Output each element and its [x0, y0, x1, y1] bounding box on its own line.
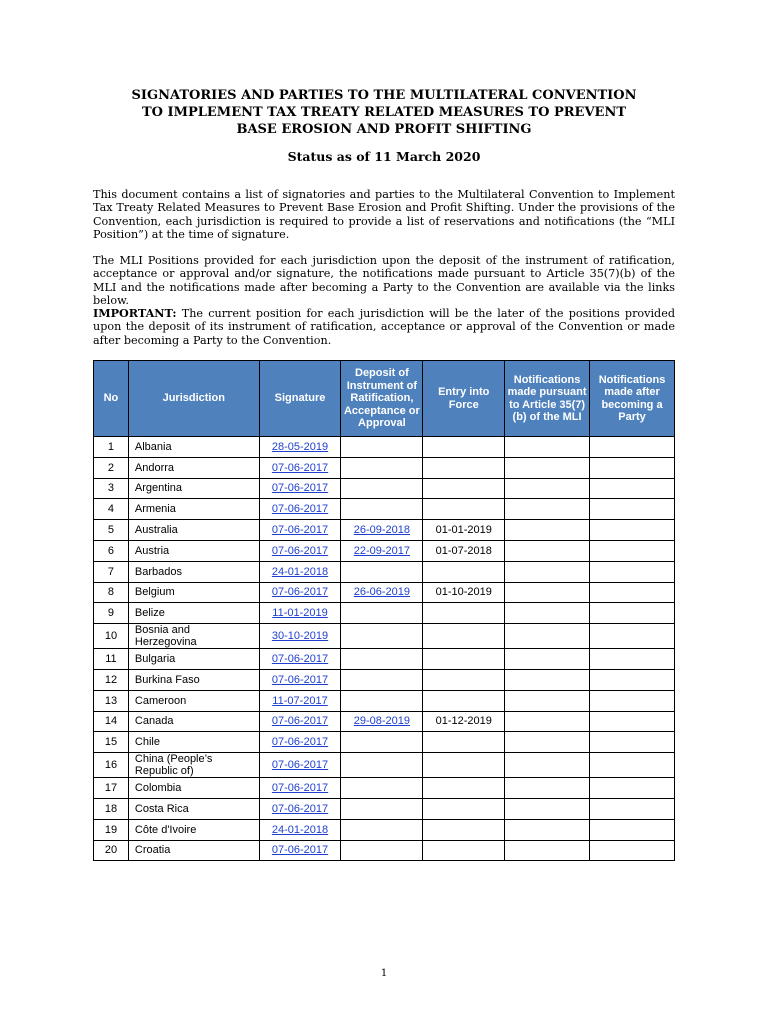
entry-into-force-cell	[423, 478, 505, 499]
deposit-cell	[341, 499, 423, 520]
title-line-1: SIGNATORIES AND PARTIES TO THE MULTILATERAL CONVENTION	[131, 88, 637, 103]
notification-35-7-b-cell	[505, 624, 590, 649]
row-number: 4	[94, 499, 129, 520]
signature-cell-link[interactable]: 07-06-2017	[271, 524, 329, 537]
notification-35-7-b-cell	[505, 520, 590, 541]
deposit-cell	[341, 690, 423, 711]
jurisdiction-cell: Cameroon	[128, 690, 259, 711]
deposit-cell	[341, 624, 423, 649]
entry-into-force-cell	[423, 778, 505, 799]
entry-into-force-cell	[423, 561, 505, 582]
signature-cell	[259, 499, 341, 520]
deposit-cell-link[interactable]: 29-08-2019	[353, 715, 411, 728]
deposit-cell	[341, 582, 423, 603]
signature-cell	[259, 540, 341, 561]
signature-cell	[259, 690, 341, 711]
deposit-cell	[341, 798, 423, 819]
entry-into-force-cell	[423, 437, 505, 458]
row-number: 13	[94, 690, 129, 711]
deposit-cell	[341, 520, 423, 541]
header-entry-into-force: Entry into Force	[423, 361, 505, 437]
notification-35-7-b-cell	[505, 561, 590, 582]
signature-cell	[259, 603, 341, 624]
row-number: 19	[94, 819, 129, 840]
deposit-cell	[341, 732, 423, 753]
mli-positions-paragraph: The MLI Positions provided for each jurisdiction upon the deposit of the instrument of ratification, acceptance or approval and/or signature, the notifications made pursuant to Article 35(7)(b) of the MLI and the notifications made after becoming a Party to the Convention are available via the links below.	[93, 254, 675, 308]
signature-cell	[259, 561, 341, 582]
signature-cell-link[interactable]: 07-06-2017	[271, 736, 329, 749]
table-row	[94, 437, 675, 458]
title-line-3: BASE EROSION AND PROFIT SHIFTING	[236, 122, 532, 137]
deposit-cell	[341, 669, 423, 690]
document-title	[0, 87, 768, 138]
jurisdiction-cell: Belgium	[128, 582, 259, 603]
header-signature: Signature	[259, 361, 341, 437]
row-number: 15	[94, 732, 129, 753]
notification-after-party-cell	[590, 778, 675, 799]
row-number: 8	[94, 582, 129, 603]
signature-cell	[259, 840, 341, 861]
signature-cell-link[interactable]: 07-06-2017	[271, 802, 329, 815]
deposit-cell	[341, 603, 423, 624]
notification-35-7-b-cell	[505, 582, 590, 603]
entry-into-force-cell	[423, 603, 505, 624]
signature-cell-link[interactable]: 24-01-2018	[271, 565, 329, 578]
table-row	[94, 819, 675, 840]
table-row	[94, 499, 675, 520]
notification-after-party-cell	[590, 540, 675, 561]
deposit-cell	[341, 840, 423, 861]
notification-after-party-cell	[590, 732, 675, 753]
notification-after-party-cell	[590, 603, 675, 624]
signature-cell	[259, 711, 341, 732]
notification-35-7-b-cell	[505, 778, 590, 799]
notification-after-party-cell	[590, 561, 675, 582]
table-body	[94, 437, 675, 861]
signature-cell	[259, 582, 341, 603]
notification-35-7-b-cell	[505, 649, 590, 670]
entry-into-force-cell	[423, 624, 505, 649]
entry-into-force-cell	[423, 669, 505, 690]
jurisdiction-cell: Bosnia and Herzegovina	[128, 624, 259, 649]
row-number: 16	[94, 753, 129, 778]
status-date: Status as of 11 March 2020	[287, 149, 481, 164]
signature-cell-link[interactable]: 11-01-2019	[272, 607, 328, 620]
table-row	[94, 732, 675, 753]
entry-into-force-cell	[423, 840, 505, 861]
signature-cell	[259, 520, 341, 541]
header-deposit: Deposit of Instrument of Ratification, Acceptance or Approval	[341, 361, 423, 437]
page-number: 1	[380, 968, 388, 979]
table-row	[94, 561, 675, 582]
signature-cell-link[interactable]: 07-06-2017	[271, 673, 329, 686]
entry-into-force-cell	[423, 457, 505, 478]
deposit-cell-link[interactable]: 22-09-2017	[353, 544, 411, 557]
entry-into-force-cell	[423, 649, 505, 670]
table-row	[94, 624, 675, 649]
notification-35-7-b-cell	[505, 732, 590, 753]
signature-cell	[259, 624, 341, 649]
signature-cell	[259, 798, 341, 819]
intro-paragraph: This document contains a list of signatories and parties to the Multilateral Convention to Implement Tax Treaty Related Measures to Prevent Base Erosion and Profit Shifting. Under the provisions of the Convention, each jurisdiction is required to provide a list of reservations and notifications (the “MLI Position”) at the time of signature.	[93, 188, 675, 242]
jurisdiction-cell: Chile	[128, 732, 259, 753]
entry-into-force-cell	[423, 690, 505, 711]
table-row	[94, 840, 675, 861]
signature-cell-link[interactable]: 07-06-2017	[271, 503, 329, 516]
table-row	[94, 711, 675, 732]
table-row	[94, 478, 675, 499]
entry-into-force-cell	[423, 753, 505, 778]
header-jurisdiction: Jurisdiction	[128, 361, 259, 437]
signatories-table	[93, 360, 675, 861]
notification-35-7-b-cell	[505, 840, 590, 861]
table-row	[94, 798, 675, 819]
jurisdiction-cell: Albania	[128, 437, 259, 458]
notification-after-party-cell	[590, 649, 675, 670]
deposit-cell	[341, 437, 423, 458]
title-line-2: TO IMPLEMENT TAX TREATY RELATED MEASURES TO PREVENT	[141, 105, 626, 120]
header-notifications-after-party: Notifications made after becoming a Party	[590, 361, 675, 437]
signature-cell-link[interactable]: 11-07-2017	[272, 694, 328, 707]
signature-cell-link[interactable]: 07-06-2017	[271, 586, 329, 599]
jurisdiction-cell: Croatia	[128, 840, 259, 861]
signature-cell-link[interactable]: 24-01-2018	[271, 823, 329, 836]
notification-after-party-cell	[590, 690, 675, 711]
row-number: 6	[94, 540, 129, 561]
deposit-cell	[341, 478, 423, 499]
notification-35-7-b-cell	[505, 540, 590, 561]
row-number: 20	[94, 840, 129, 861]
signature-cell	[259, 437, 341, 458]
jurisdiction-cell: Andorra	[128, 457, 259, 478]
notification-after-party-cell	[590, 437, 675, 458]
entry-into-force-cell: 01-01-2019	[423, 520, 505, 541]
deposit-cell	[341, 819, 423, 840]
table-row	[94, 582, 675, 603]
table-row	[94, 778, 675, 799]
signature-cell	[259, 732, 341, 753]
notification-after-party-cell	[590, 753, 675, 778]
signature-cell-link[interactable]: 07-06-2017	[271, 782, 329, 795]
notification-after-party-cell	[590, 499, 675, 520]
row-number: 7	[94, 561, 129, 582]
row-number: 1	[94, 437, 129, 458]
notification-after-party-cell	[590, 582, 675, 603]
notification-35-7-b-cell	[505, 457, 590, 478]
important-label: IMPORTANT:	[93, 306, 177, 320]
row-number: 18	[94, 798, 129, 819]
row-number: 11	[94, 649, 129, 670]
entry-into-force-cell	[423, 732, 505, 753]
signature-cell	[259, 778, 341, 799]
notification-35-7-b-cell	[505, 603, 590, 624]
notification-after-party-cell	[590, 457, 675, 478]
jurisdiction-cell: Canada	[128, 711, 259, 732]
signature-cell	[259, 649, 341, 670]
table-row	[94, 669, 675, 690]
jurisdiction-cell: Costa Rica	[128, 798, 259, 819]
jurisdiction-cell: Austria	[128, 540, 259, 561]
deposit-cell	[341, 778, 423, 799]
table-row	[94, 690, 675, 711]
jurisdiction-cell: Armenia	[128, 499, 259, 520]
jurisdiction-cell: Côte d'Ivoire	[128, 819, 259, 840]
signature-cell	[259, 819, 341, 840]
jurisdiction-cell: Belize	[128, 603, 259, 624]
row-number: 14	[94, 711, 129, 732]
signature-cell-link[interactable]: 07-06-2017	[271, 461, 329, 474]
notification-after-party-cell	[590, 798, 675, 819]
notification-after-party-cell	[590, 669, 675, 690]
signature-cell-link[interactable]: 07-06-2017	[271, 653, 329, 666]
signature-cell-link[interactable]: 07-06-2017	[271, 759, 329, 772]
deposit-cell-link[interactable]: 26-06-2019	[353, 586, 411, 599]
signature-cell	[259, 457, 341, 478]
entry-into-force-cell	[423, 798, 505, 819]
important-text: The current position for each jurisdiction will be the later of the positions provided upon the deposit of its instrument of ratification, acceptance or approval of the Convention or made after becoming a Party to the Convention.	[93, 307, 675, 347]
jurisdiction-cell: Bulgaria	[128, 649, 259, 670]
notification-35-7-b-cell	[505, 753, 590, 778]
jurisdiction-cell: Colombia	[128, 778, 259, 799]
entry-into-force-cell	[423, 499, 505, 520]
entry-into-force-cell: 01-07-2018	[423, 540, 505, 561]
notification-after-party-cell	[590, 478, 675, 499]
header-no: No	[94, 361, 129, 437]
deposit-cell	[341, 649, 423, 670]
table-row	[94, 753, 675, 778]
table-row	[94, 457, 675, 478]
table-row	[94, 520, 675, 541]
notification-35-7-b-cell	[505, 669, 590, 690]
jurisdiction-cell: Barbados	[128, 561, 259, 582]
notification-35-7-b-cell	[505, 499, 590, 520]
jurisdiction-cell: China (People’s Republic of)	[128, 753, 259, 778]
jurisdiction-cell: Burkina Faso	[128, 669, 259, 690]
table-row	[94, 540, 675, 561]
signature-cell-link[interactable]: 07-06-2017	[271, 715, 329, 728]
row-number: 3	[94, 478, 129, 499]
signature-cell	[259, 669, 341, 690]
signature-cell-link[interactable]: 07-06-2017	[271, 482, 329, 495]
jurisdiction-cell: Australia	[128, 520, 259, 541]
row-number: 10	[94, 624, 129, 649]
table-row	[94, 603, 675, 624]
deposit-cell	[341, 540, 423, 561]
entry-into-force-cell: 01-12-2019	[423, 711, 505, 732]
jurisdiction-cell: Argentina	[128, 478, 259, 499]
notification-35-7-b-cell	[505, 819, 590, 840]
deposit-cell	[341, 753, 423, 778]
notification-after-party-cell	[590, 624, 675, 649]
notification-35-7-b-cell	[505, 478, 590, 499]
signature-cell-link[interactable]: 28-05-2019	[271, 440, 329, 453]
deposit-cell	[341, 711, 423, 732]
deposit-cell	[341, 457, 423, 478]
notification-35-7-b-cell	[505, 711, 590, 732]
important-paragraph	[93, 307, 675, 347]
notification-35-7-b-cell	[505, 437, 590, 458]
table-header-row	[94, 361, 675, 437]
notification-35-7-b-cell	[505, 798, 590, 819]
row-number: 9	[94, 603, 129, 624]
notification-after-party-cell	[590, 520, 675, 541]
signature-cell	[259, 753, 341, 778]
signature-cell	[259, 478, 341, 499]
row-number: 5	[94, 520, 129, 541]
signature-cell-link[interactable]: 07-06-2017	[271, 544, 329, 557]
notification-35-7-b-cell	[505, 690, 590, 711]
header-notifications-35-7-b: Notifications made pursuant to Article 35(7)(b) of the MLI	[505, 361, 590, 437]
row-number: 2	[94, 457, 129, 478]
row-number: 17	[94, 778, 129, 799]
deposit-cell	[341, 561, 423, 582]
signature-cell-link[interactable]: 07-06-2017	[271, 844, 329, 857]
notification-after-party-cell	[590, 819, 675, 840]
entry-into-force-cell: 01-10-2019	[423, 582, 505, 603]
table-row	[94, 649, 675, 670]
deposit-cell-link[interactable]: 26-09-2018	[353, 524, 411, 537]
notification-after-party-cell	[590, 840, 675, 861]
signature-cell-link[interactable]: 30-10-2019	[271, 630, 329, 643]
entry-into-force-cell	[423, 819, 505, 840]
row-number: 12	[94, 669, 129, 690]
notification-after-party-cell	[590, 711, 675, 732]
